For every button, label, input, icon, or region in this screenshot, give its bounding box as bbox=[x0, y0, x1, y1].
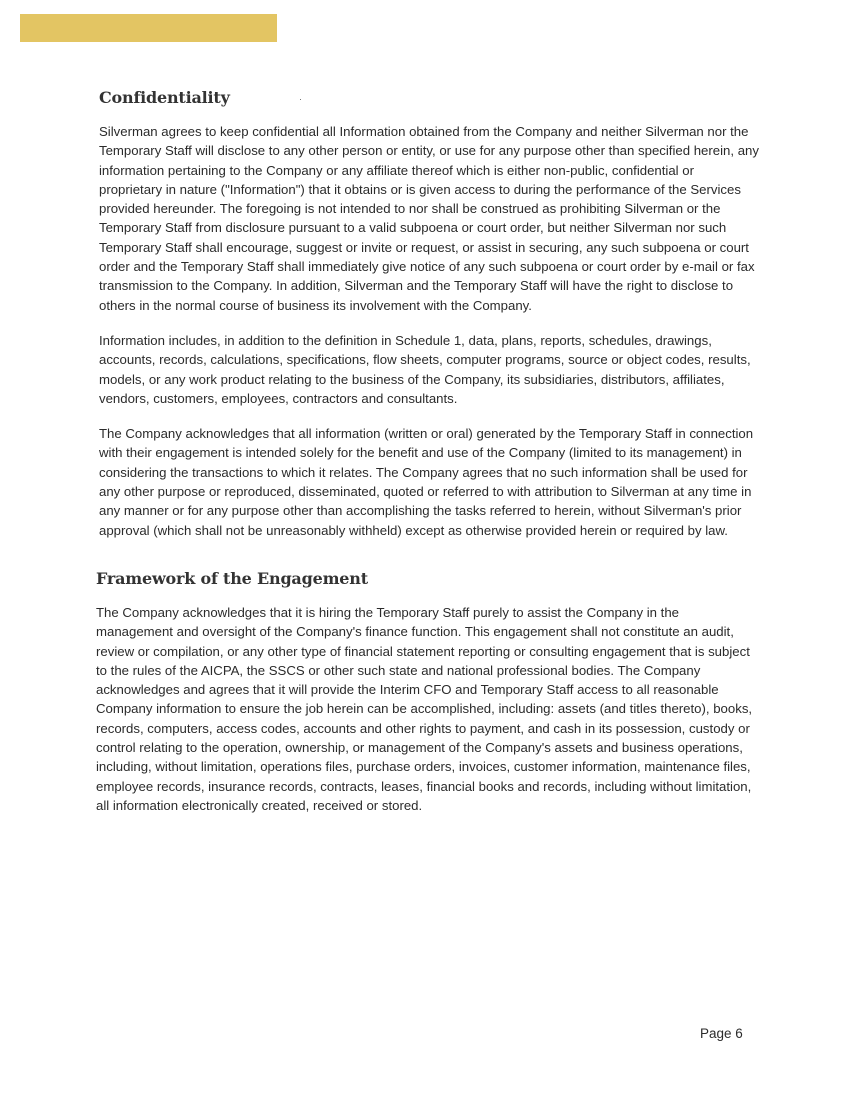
document-body bbox=[96, 88, 759, 815]
section-heading-confidentiality: Confidentiality bbox=[99, 88, 230, 107]
confidentiality-paragraph-2: Information includes, in addition to the definition in Schedule 1, data, plans, reports, schedules, drawings, accounts, records, calculations, specifications, flow sheets, computer programs, source or object codes, results, models, or any work product relating to the business of the Company, its subsidiaries, distributors, affiliates, vendors, customers, employees, contractors and consultants. bbox=[99, 332, 751, 406]
page-number: Page 6 bbox=[700, 1026, 743, 1041]
framework-paragraph-1: The Company acknowledges that it is hiring the Temporary Staff purely to assist the Company in the management and oversight of the Company's finance function. This engagement shall not constitute an audit, review or compilation, or any other type of financial statement reporting or consulting engagement that is subject to the rules of the AICPA, the SSCS or other such state and national professional bodies. The Company acknowledges and agrees that it will provide the Interim CFO and Temporary Staff access to all reasonable Company information to ensure the job herein can be accomplished, including: assets (and titles thereto), books, records, computers, access codes, accounts and other rights to payment, and cash in its possession, custody or control relating to the operation, ownership, or management of the Company's assets and business operations, including, without limitation, operations files, purchase orders, invoices, customer information, maintenance files, employee records, insurance records, contracts, leases, financial books and records, including without limitation, all information electronically created, received or stored. bbox=[96, 604, 753, 813]
section-heading-framework: Framework of the Engagement bbox=[96, 568, 368, 588]
confidentiality-paragraph-1: Silverman agrees to keep confidential all Information obtained from the Company and neither Silverman nor the Temporary Staff will disclose to any other person or entity, or use for any purpose other than specified herein, any information pertaining to the Company or any affiliate thereof which is either non-public, confidential or proprietary in nature ("Information") that it obtains or is given access to during the performance of the Services provided hereunder. The foregoing is not intended to nor shall be construed as prohibiting Silverman or the Temporary Staff from disclosure pursuant to a valid subpoena or court order, but neither Silverman nor such Temporary Staff shall encourage, suggest or invite or request, or assist in securing, any such subpoena or court order and the Temporary Staff shall immediately give notice of any such subpoena or court order by e-mail or fax transmission to the Company. In addition, Silverman and the Temporary Staff will have the right to disclose to others in the normal course of business its involvement with the Company. bbox=[99, 124, 759, 313]
confidentiality-paragraph-3: The Company acknowledges that all information (written or oral) generated by the Temporary Staff in connection with their engagement is intended solely for the benefit and use of the Company (limited to its management) in considering the transactions to which it relates. The Company agrees that no such information shall be used for any other purpose or reproduced, disseminated, quoted or referred to with attribution to Silverman at any time in any manner or for any purpose other than accomplishing the tasks referred to herein, without Silverman's prior approval (which shall not be unreasonably withheld) except as otherwise provided herein or required by law. bbox=[99, 426, 754, 538]
header-accent-bar bbox=[20, 14, 277, 42]
